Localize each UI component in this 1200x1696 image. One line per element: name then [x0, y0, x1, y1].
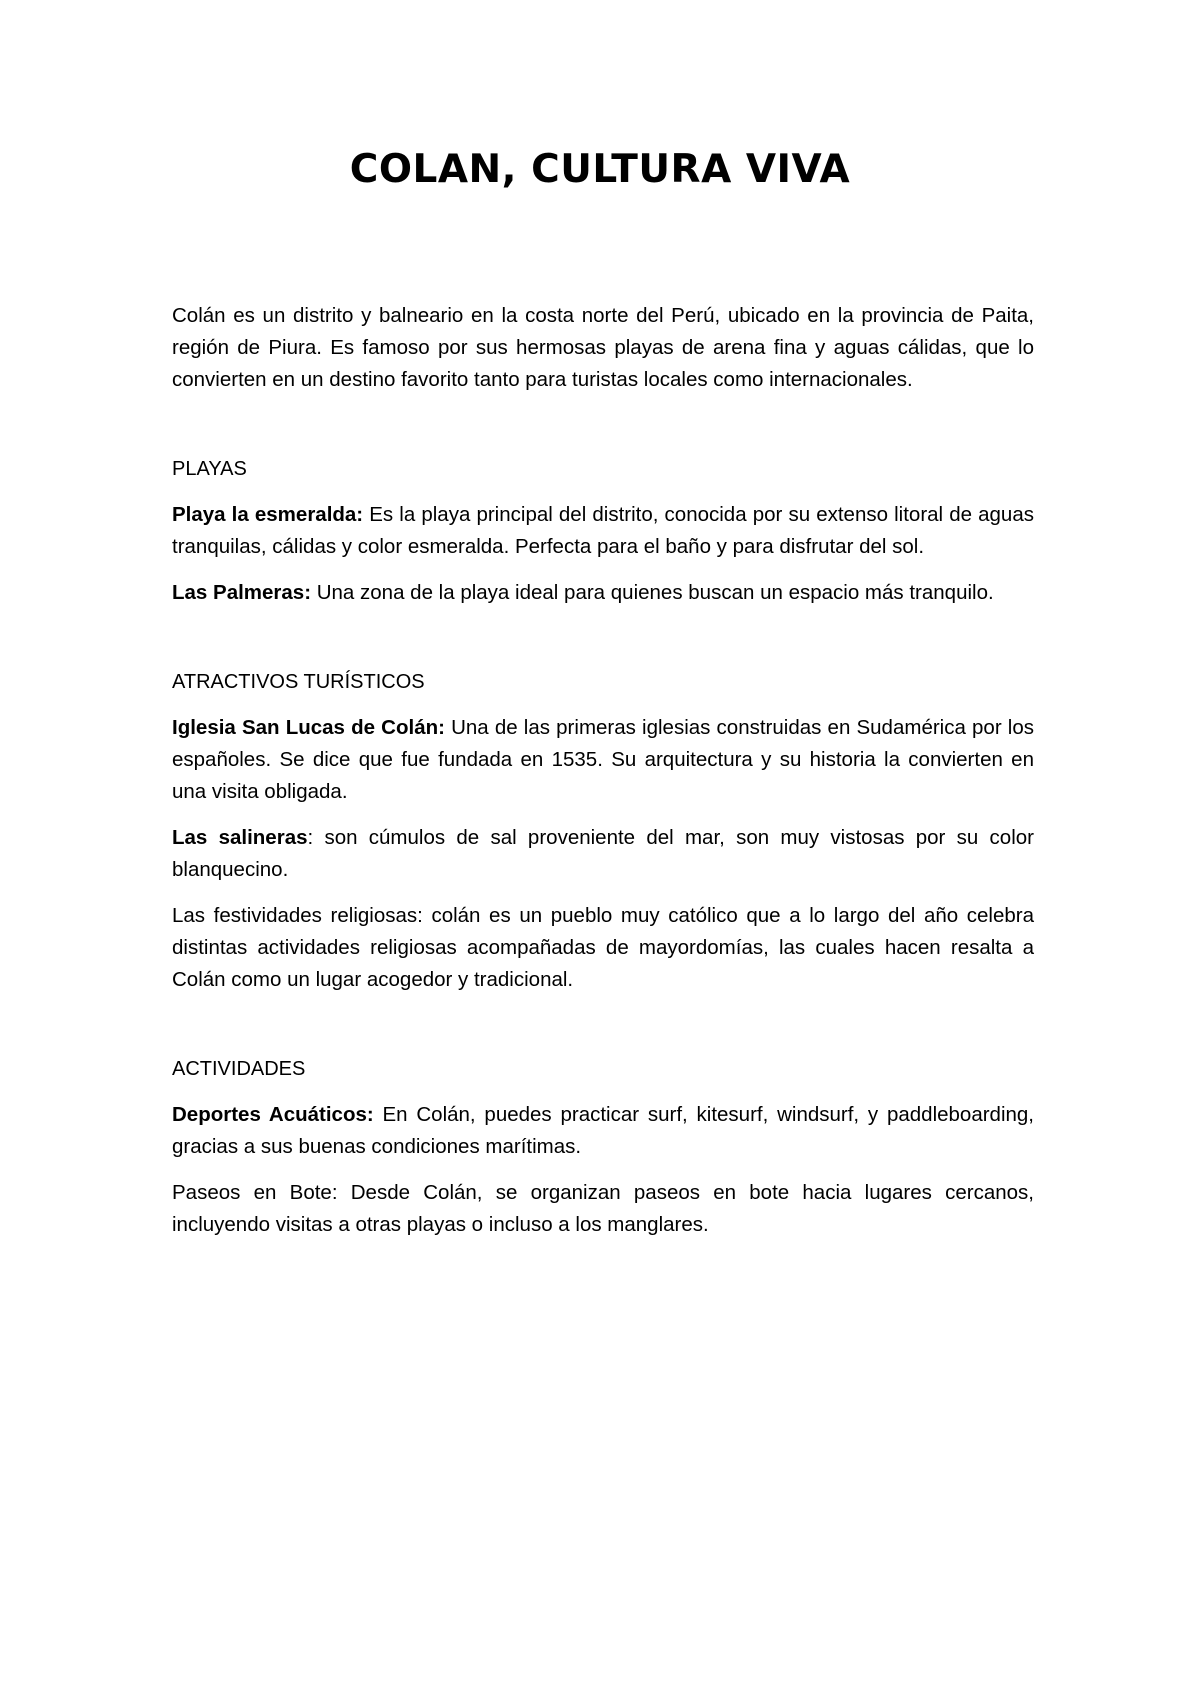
entry-term: Las Palmeras: — [172, 581, 312, 604]
entry-paragraph — [172, 822, 1034, 886]
entry-paragraph — [172, 1099, 1034, 1163]
entry-term: Deportes Acuáticos: — [172, 1103, 374, 1126]
document-title: COLAN, CULTURA VIVA — [349, 147, 851, 192]
entry-text: Una zona de la playa ideal para quienes buscan un espacio más tranquilo. — [311, 581, 994, 604]
entry-text: Una de las primeras iglesias construidas en Sudamérica por los españoles. Se dice que fue fundada en 1535. Su arquitectura y su historia la convierten en una visita obligada. — [172, 716, 1035, 803]
entry-paragraph — [172, 1177, 1034, 1241]
section-heading: ACTIVIDADES — [172, 1058, 306, 1080]
entry-text: En Colán, puedes practicar surf, kitesurf, windsurf, y paddleboarding, gracias a sus buenas condiciones marítimas. — [172, 1103, 1035, 1158]
entry-text: Es la playa principal del distrito, conocida por su extenso litoral de aguas tranquilas, cálidas y color esmeralda. Perfecta para el baño y para disfrutar del sol. — [172, 503, 1034, 558]
section-heading: ATRACTIVOS TURÍSTICOS — [172, 671, 425, 693]
entry-text: : son cúmulos de sal proveniente del mar, son muy vistosas por su color blanquecino. — [172, 826, 1034, 881]
entry-paragraph — [172, 712, 1034, 808]
section-heading: PLAYAS — [172, 458, 247, 480]
entry-paragraph — [172, 900, 1034, 996]
entry-text: Las festividades religiosas: colán es un pueblo muy católico que a lo largo del año celebra distintas actividades religiosas acompañadas de mayordomías, las cuales hacen resalta a Colán como un lugar acogedor y tradicional. — [172, 904, 1034, 991]
entry-term: Iglesia San Lucas de Colán: — [172, 716, 445, 739]
section-playas — [172, 453, 1034, 609]
entry-term: Las salineras — [172, 826, 308, 849]
section-atractivos-turisticos — [172, 666, 1034, 996]
entry-text: Paseos en Bote: Desde Colán, se organizan paseos en bote hacia lugares cercanos, incluyendo visitas a otras playas o incluso a los manglares. — [172, 1181, 1034, 1236]
intro-paragraph: Colán es un distrito y balneario en la costa norte del Perú, ubicado en la provincia de Paita, región de Piura. Es famoso por sus hermosas playas de arena fina y aguas cálidas, que lo convierten en un destino favorito tanto para turistas locales como internacionales. — [172, 304, 1034, 391]
section-actividades — [172, 1053, 1034, 1241]
document-body — [172, 300, 1034, 1255]
entry-paragraph — [172, 499, 1034, 563]
entry-term: Playa la esmeralda: — [172, 503, 364, 526]
entry-paragraph — [172, 577, 1034, 609]
